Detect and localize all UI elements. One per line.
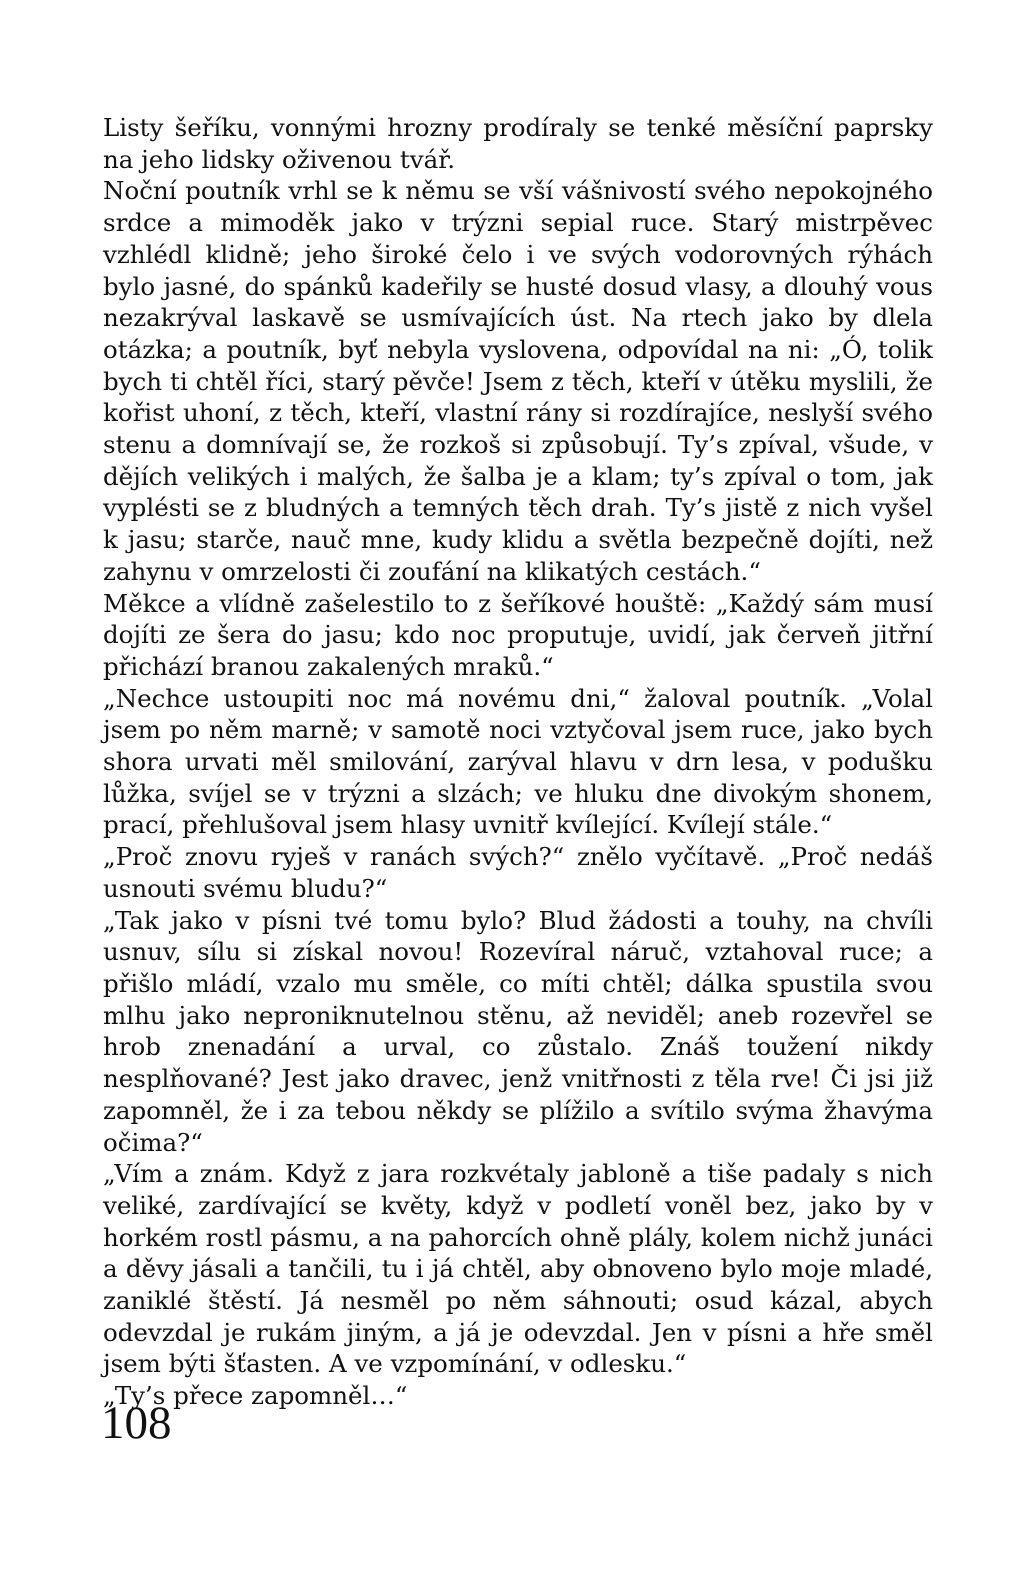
paragraph: Noční poutník vrhl se k němu se vší vášnivostí svého nepokojného srdce a mimoděk jako v trýzni sepial ruce. Starý mistrpěvec vzhlédl klidně; jeho široké čelo i ve svých vodorovných rýhách bylo jasné, do spánků kadeřily se husté dosud vlasy, a dlouhý vous nezakrýval laskavě se usmívajících úst. Na rtech jako by dlela otázka; a poutník, byť nebyla vyslovena, odpovídal na ni: „Ó, tolik bych ti chtěl říci, starý pěvče! Jsem z těch, kteří v útěku myslili, že kořist uhoní, z těch, kteří, vlastní rány si rozdírajíce, neslyší svého stenu a domnívají se, že rozkoš si způsobují. Ty’s zpíval, všude, v dějích velikých i malých, že šalba je a klam; ty’s zpíval o tom, jak vyplésti se z bludných a temných těch drah. Ty’s jistě z nich vyšel k jasu; starče, nauč mne, kudy klidu a světla bezpečně dojíti, než zahynu v omrzelosti či zoufání na klikatých cestách.“ [103, 176, 933, 586]
paragraph: „Nechce ustoupiti noc má novému dni,“ žaloval poutník. „Volal jsem po něm marně; v samotě noci vztyčoval jsem ruce, jako bych shora urvati měl smilování, zarýval hlavu v drn lesa, v podušku lůžka, svíjel se v trýzni a slzách; ve hluku dne divokým shonem, prací, přehlušoval jsem hlasy uvnitř kvílející. Kvílejí stále.“ [103, 683, 933, 840]
page-number: 108 [101, 1397, 172, 1449]
paragraph: „Ty’s přece zapomněl…“ [103, 1381, 408, 1411]
paragraph: „Vím a znám. Když z jara rozkvétaly jabloně a tiše padaly s nich veliké, zardívající se květy, když v podletí voněl bez, jako by v horkém rostl pásmu, a na pahorcích ohně plály, kolem nichž junáci a děvy jásali a tančili, tu i já chtěl, aby obnoveno bylo moje mladé, zaniklé štěstí. Já nesměl po něm sáhnouti; osud kázal, abych odevzdal je rukám jiným, a já je odevzdal. Jen v písni a hře směl jsem býti šťasten. A ve vzpomínání, v odlesku.“ [103, 1159, 933, 1379]
body-text [103, 112, 933, 1412]
paragraph: „Tak jako v písni tvé tomu bylo? Blud žádosti a touhy, na chvíli usnuv, sílu si získal novou! Rozevíral náruč, vztahoval ruce; a přišlo mládí, vzalo mu směle, co míti chtěl; dálka spustila svou mlhu jako neproniknutelnou stěnu, až neviděl; aneb rozevřel se hrob znenadání a urval, co zůstalo. Znáš toužení nikdy nesplňované? Jest jako dravec, jenž vnitřnosti z těla rve! Či jsi již zapomněl, že i za tebou někdy se plížilo a svítilo svýma žhavýma očima?“ [103, 905, 933, 1157]
paragraph: Listy šeříku, vonnými hrozny prodíraly se tenké měsíční paprsky na jeho lidsky oživenou tvář. [103, 113, 933, 174]
paragraph: Měkce a vlídně zašelestilo to z šeříkové houště: „Každý sám musí dojíti ze šera do jasu; kdo noc proputuje, uvidí, jak červeň jitřní přichází branou zakalených mraků.“ [103, 588, 933, 681]
paragraph: „Proč znovu ryješ v ranách svých?“ znělo vyčítavě. „Proč nedáš usnouti svému bludu?“ [103, 842, 933, 903]
